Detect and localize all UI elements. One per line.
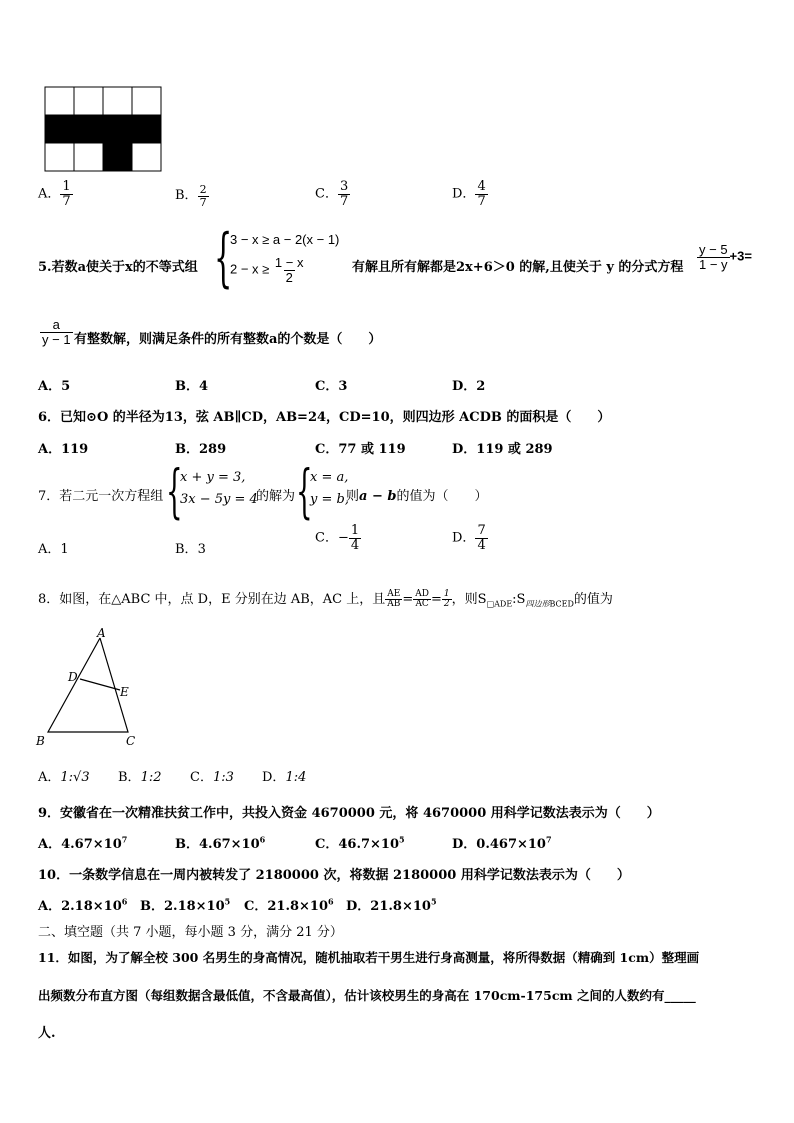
grid-cell: [132, 87, 161, 115]
q4-option-a[interactable]: [38, 180, 73, 208]
q9-text: 9．安徽省在一次精准扶贫工作中，共投入资金 4670000 元，将 4670000 用科学记数法表示为（ ）: [38, 806, 660, 821]
grid-cell: [132, 115, 161, 143]
q10-option-b[interactable]: B．$2.18\times 10^5$: [140, 896, 231, 914]
fraction: $\frac{2}{7}$: [199, 183, 207, 209]
q4-option-d[interactable]: [452, 180, 488, 208]
q4-option-c[interactable]: [315, 180, 350, 208]
q7-option-c[interactable]: C．− $\frac{1}{4}$: [315, 523, 360, 553]
grid-figure: [44, 86, 162, 174]
q10-option-d[interactable]: D．$21.8\times 10^5$: [346, 896, 437, 914]
grid-cell: [103, 115, 132, 143]
grid-cell: [103, 87, 132, 115]
q7-option-a[interactable]: A．1: [38, 542, 69, 557]
grid-cell: [103, 143, 132, 171]
q9-option-c[interactable]: C．$46.7\times 10^5$: [315, 834, 405, 852]
q10-option-a[interactable]: A．$2.18\times 10^6$: [38, 896, 128, 914]
q5-ineq1: 3 − x ≥ a − 2(x − 1): [230, 232, 340, 247]
fraction: $\frac{3}{7}$: [339, 179, 349, 209]
brace-icon: {: [166, 457, 183, 525]
option-label: A．: [38, 186, 61, 202]
option-label: B．: [175, 188, 198, 204]
fraction: $\frac{1}{7}$: [62, 179, 71, 209]
q10-option-c[interactable]: C．$21.8\times 10^6$: [244, 896, 334, 914]
grid-cell: [132, 143, 161, 171]
q6-option-a[interactable]: A．119: [38, 442, 89, 457]
brace-icon: {: [296, 457, 313, 525]
q7-eq1: x + y = 3,: [180, 470, 246, 485]
q5-option-d[interactable]: D．2: [452, 379, 486, 394]
q8-option-d[interactable]: D．1:4: [262, 770, 307, 785]
q9-option-b[interactable]: B．$4.67\times 10^6$: [175, 834, 266, 852]
q5-option-a[interactable]: A．5: [38, 379, 71, 394]
q7-sol1: x = a,: [310, 470, 349, 485]
q6-option-d[interactable]: D．119 或 289: [452, 442, 553, 457]
grid-cell: [74, 87, 103, 115]
q8-option-a[interactable]: A．1:√3: [38, 770, 90, 785]
triangle-figure: [34, 628, 144, 750]
label-b: B: [36, 734, 45, 748]
q7-option-b[interactable]: B．3: [175, 542, 206, 557]
grid-cell: [45, 143, 74, 171]
grid-cell: [45, 115, 74, 143]
triangle-abc: [48, 638, 128, 732]
q9-option-a[interactable]: A．$4.67\times 10^7$: [38, 834, 128, 852]
q7-eq2: 3x − 5y = 4: [180, 492, 258, 507]
q10-text: 10．一条数学信息在一周内被转发了 2180000 次，将数据 2180000 用科学记数法表示为（ ）: [38, 868, 630, 883]
q5-prefix: 5.若数a使关于x的不等式组: [38, 260, 198, 275]
q5-equation: $\frac{y - 5}{1 - y}$ +3=: [699, 242, 752, 272]
fraction: $\frac{4}{7}$: [477, 179, 486, 209]
label-c: C: [126, 734, 136, 748]
brace-icon: {: [214, 221, 233, 295]
q5-option-b[interactable]: B．4: [175, 379, 209, 394]
q9-option-d[interactable]: D．$0.467\times 10^7$: [452, 834, 552, 852]
q11-line2: 出频数分布直方图（每组数据含最低值，不含最高值），估计该校男生的身高在 170cm-175cm 之间的人数约有_____: [38, 988, 696, 1003]
q5-ineq2: 2 − x ≥ $\frac{1 - x}{2}$: [230, 255, 304, 285]
q7-tail: 则a − b的值为（ ）: [346, 489, 488, 504]
q6-option-b[interactable]: B．289: [175, 442, 227, 457]
section-heading: 二、填空题（共 7 小题，每小题 3 分，满分 21 分）: [38, 925, 343, 940]
q5-mid: 有解且所有解都是2x+6＞0 的解,且使关于 y 的分式方程: [352, 260, 684, 275]
grid-cell: [74, 143, 103, 171]
q7-mid: 的解为: [256, 489, 296, 504]
q8-option-b[interactable]: B．1:2: [118, 770, 162, 785]
label-e: E: [120, 685, 129, 699]
q7-option-d[interactable]: D． $\frac{7}{4}$: [452, 523, 486, 553]
q11-line1: 11．如图，为了解全校 300 名男生的身高情况，随机抽取若干男生进行身高测量，将所得数据（精确到 1cm）整理画: [38, 950, 700, 965]
label-a: A: [97, 628, 106, 640]
q7-prefix: 7．若二元一次方程组: [38, 489, 164, 504]
q6-text: 6．已知⊙O 的半径为13，弦 AB∥CD，AB=24，CD=10，则四边形 ACDB 的面积是（ ）: [38, 410, 611, 425]
grid-cell: [45, 87, 74, 115]
option-label: D．: [452, 186, 476, 202]
q7-sol2: y = b,: [310, 492, 349, 507]
label-d: D: [68, 670, 78, 684]
q11-line3: 人.: [38, 1026, 56, 1041]
option-label: C．: [315, 186, 338, 202]
q4-option-b[interactable]: [175, 184, 209, 208]
q5-line2-text: 有整数解，则满足条件的所有整数a的个数是（ ）: [74, 332, 382, 347]
q8-option-c[interactable]: C．1:3: [190, 770, 234, 785]
q5-line2-fraction: $\frac{a}{y - 1}$: [42, 317, 71, 347]
grid-cell: [74, 115, 103, 143]
q6-option-c[interactable]: C．77 或 119: [315, 442, 406, 457]
q5-option-c[interactable]: C．3: [315, 379, 348, 394]
q8-text: 8．如图，在△ABC 中，点 D，E 分别在边 AB，AC 上，且 $\frac{AE}{AB}$ = $\frac{AD}{AC}$ = $\frac{1}{2}$ ，则$S_{□ADE}:S_{四边形BCED}$的值为: [38, 588, 613, 609]
